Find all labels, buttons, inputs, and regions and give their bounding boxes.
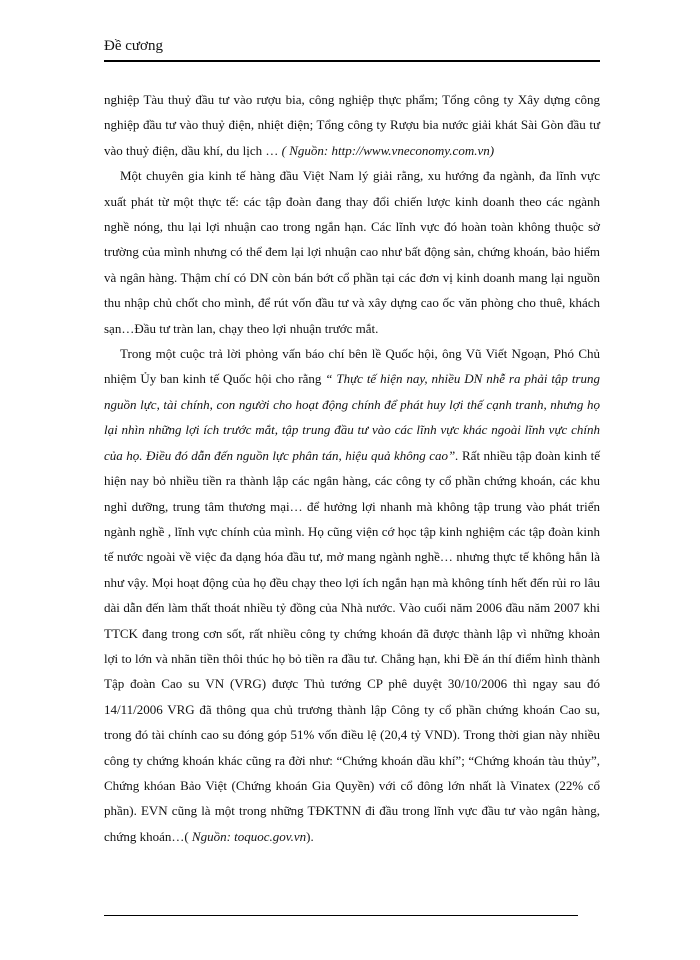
paragraph-3 xyxy=(104,341,600,849)
paragraph-3-close: ). xyxy=(306,828,314,844)
paragraph-1-text: nghiệp Tàu thuỷ đầu tư vào rượu bia, công nghiệp thực phẩm; Tổng công ty Xây dựng công nghiệp đầu tư vào thuỷ điện, nhiệt điện; Tổng công ty Rượu bia nước giải khát Sài Gòn đầu tư vào thuỷ điện, dầu khí, du lịch … xyxy=(104,92,600,158)
paragraph-3-rest: Rất nhiều tập đoàn kinh tế hiện nay bỏ nhiều tiền ra thành lập các ngân hàng, các công ty cổ phần chứng khoán, các khu nghỉ dưỡng, trung tâm thương mại… để hưởng lợi nhanh mà không tập trung vào phát triển ngành nghề , lĩnh vực chính của mình. Họ cũng viện cớ học tập kinh nghiệm các tập đoàn kinh tế nước ngoài về việc đa dạng hóa đầu tư, mở mang ngành nghề… nhưng thực tế không hẳn là như vậy. Mọi hoạt động của họ đều chạy theo lợi ích ngắn hạn mà không tính hết đến rủi ro lâu dài dẫn đến làm thất thoát nhiều tỷ đồng của Nhà nước. Vào cuối năm 2006 đầu năm 2007 khi TTCK đang trong cơn sốt, rất nhiều công ty chứng khoán đã được thành lập vì những khoản lợi to lớn và nhãn tiền thôi thúc họ bỏ tiền ra đầu tư. Chẳng hạn, khi Đề án thí điểm hình thành Tập đoàn Cao su VN (VRG) được Thủ tướng CP phê duyệt 30/10/2006 thì ngay sau đó 14/11/2006 VRG đã thông qua chủ trương thành lập Công ty cổ phần chứng khoán Cao su, trong đó tài chính cao su đóng góp 51% vốn điều lệ (20,4 tỷ VND). Trong thời gian này nhiều công ty chứng khoán khác cũng ra đời như: “Chứng khoán dầu khí”; “Chứng khoán tàu thủy”, Chứng khóan Bảo Việt (Chứng khoán Gia Quyền) với cổ đông lớn nhất là Vinatex (22% cổ phần). EVN cũng là một trong những TĐKTNN đi đầu trong lĩnh vực đầu tư vào ngân hàng, chứng khoán…( xyxy=(104,447,600,844)
page-header xyxy=(104,36,600,56)
paragraph-3-source: Nguồn: toquoc.gov.vn xyxy=(188,828,307,844)
paragraph-2: Một chuyên gia kinh tế hàng đầu Việt Nam lý giải rằng, xu hướng đa ngành, đa lĩnh vực xuất phát từ một thực tế: các tập đoàn đang thay đổi chiến lược kinh doanh theo các ngành nghề nóng, thu lại lợi nhuận cao trong ngắn hạn. Các lĩnh vực đó hoàn toàn không thuộc sở trường của mình nhưng có thể đem lại lợi nhuận cao như bất động sản, chứng khoán, bảo hiểm và ngân hàng. Thậm chí có DN còn bán bớt cổ phần tại các đơn vị kinh doanh mang lại nguồn thu nhập chủ chốt cho mình, để rút vốn đầu tư và xây dựng cao ốc văn phòng cho thuê, khách sạn…Đầu tư tràn lan, chạy theo lợi nhuận trước mắt. xyxy=(104,168,600,336)
header-title: Đề cương xyxy=(104,38,163,54)
footer-divider xyxy=(104,915,578,916)
header-divider xyxy=(104,60,600,62)
document-body xyxy=(104,87,600,849)
paragraph-1-source: ( Nguồn: http://www.vneconomy.com.vn) xyxy=(281,142,495,158)
paragraph-1 xyxy=(104,87,600,163)
paragraph-3-quote: “ Thực tế hiện nay, nhiều DN nhễ ra phải tập trung nguồn lực, tài chính, con người cho hoạt động chính để phát huy lợi thế cạnh tranh, nhưng họ lại nhìn những lợi ích trước mắt, tập trung đầu tư vào các lĩnh vực khác ngoài lĩnh vực chính của họ. Điều đó dẫn đến nguồn lực phân tán, hiệu quả không cao”. xyxy=(104,371,600,463)
paragraph-3-intro: Trong một cuộc trả lời phỏng vấn báo chí bên lề Quốc hội, ông Vũ Viết Ngoạn, Phó Chủ nhiệm Ủy ban kinh tế Quốc hội cho rằng xyxy=(104,346,600,387)
